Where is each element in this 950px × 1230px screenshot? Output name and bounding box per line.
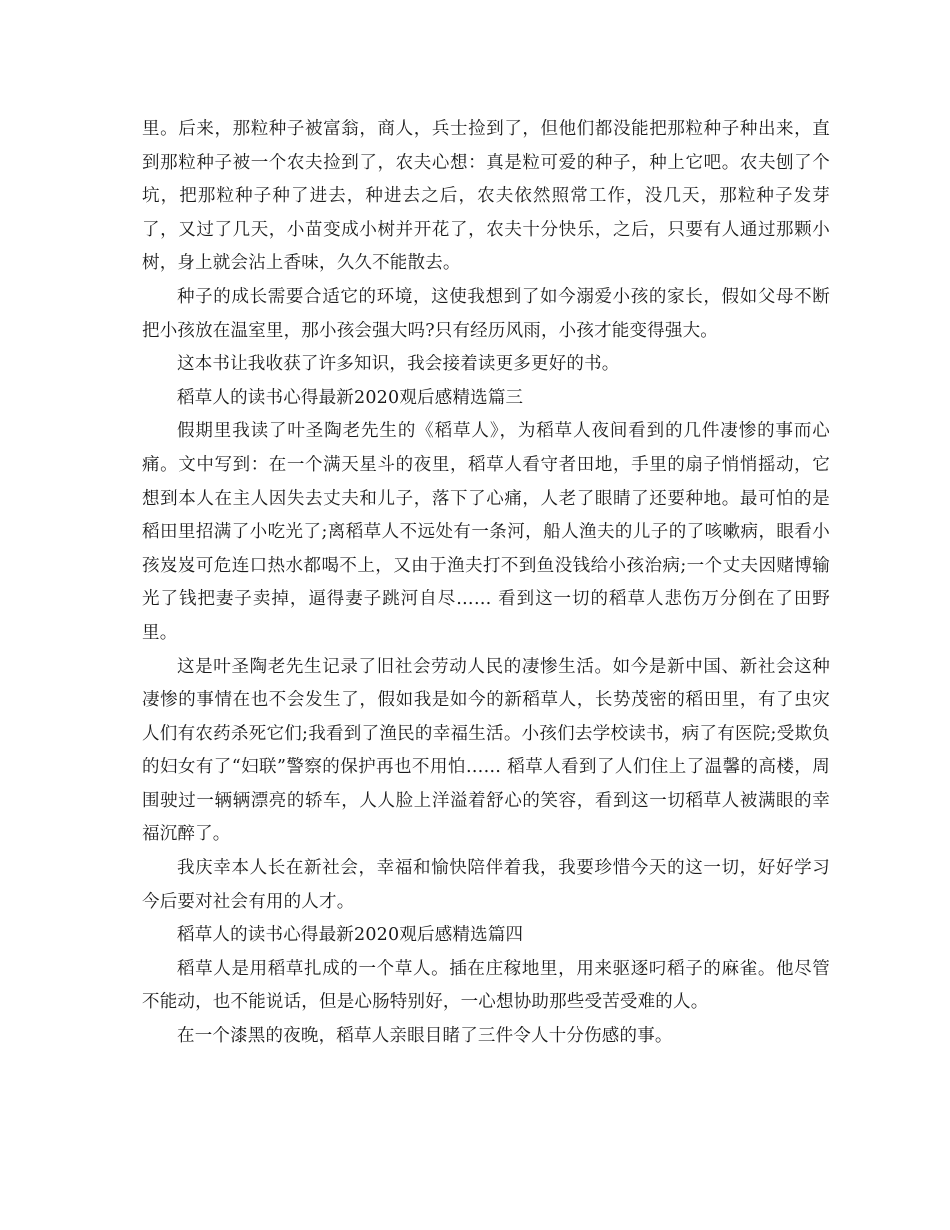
- paragraph-holiday-reading: 假期里我读了叶圣陶老先生的《稻草人》，为稻草人夜间看到的几件凄惨的事而心痛。文中写到：在一个满天星斗的夜里，稻草人看守者田地，手里的扇子悄悄摇动，它想到本人在主人因失去丈夫和儿子，落下了心痛，人老了眼睛了还要种地。最可怕的是稻田里招满了小吃光了;离稻草人不远处有一条河，船人渔夫的儿子的了咳嗽病，眼看小孩岌岌可危连口热水都喝不上，又由于渔夫打不到鱼没钱给小孩治病;一个丈夫因赌博输光了钱把妻子卖掉，逼得妻子跳河自尽…… 看到这一切的稻草人悲伤万分倒在了田野里。: [142, 421, 830, 643]
- paragraph-reading-gain: 这本书让我收获了许多知识，我会接着读更多更好的书。: [177, 354, 620, 375]
- section-heading-part-three: 稻草人的读书心得最新2020观后感精选篇三: [177, 387, 524, 408]
- paragraph-old-society: 这是叶圣陶老先生记录了旧社会劳动人民的凄惨生活。如今是新中国、新社会这种凄惨的事情在也不会发生了，假如我是如今的新稻草人，长势茂密的稻田里，有了虫灾人们有农药杀死它们;我看到了渔民的幸福生活。小孩们去学校读书，病了有医院;受欺负的妇女有了“妇联”警察的保护再也不用怕…… 稻草人看到了人们住上了温馨的高楼，周围驶过一辆辆漂亮的轿车，人人脸上洋溢着舒心的笑容，看到这一切稻草人被满眼的幸福沉醉了。: [142, 656, 830, 845]
- paragraph-new-society: 我庆幸本人长在新社会，幸福和愉快陪伴着我，我要珍惜今天的这一切，好好学习今后要对社会有用的人才。: [142, 858, 830, 912]
- paragraph-seed-growth: 种子的成长需要合适它的环境，这使我想到了如今溺爱小孩的家长，假如父母不断把小孩放在温室里，那小孩会强大吗?只有经历风雨，小孩才能变得强大。: [142, 286, 830, 341]
- paragraph-dark-night: 在一个漆黑的夜晚，稻草人亲眼目睹了三件令人十分伤感的事。: [177, 1026, 673, 1047]
- paragraph-continuation: 里。后来，那粒种子被富翁，商人，兵士捡到了，但他们都没能把那粒种子种出来，直到那粒种子被一个农夫捡到了，农夫心想：真是粒可爱的种子，种上它吧。农夫刨了个坑，把那粒种子种了进去，种进去之后，农夫依然照常工作，没几天，那粒种子发芽了，又过了几天，小苗变成小树并开花了，农夫十分快乐，之后，只要有人通过那颗小树，身上就会沾上香味，久久不能散去。: [142, 119, 830, 274]
- paragraph-scarecrow-description: 稻草人是用稻草扎成的一个草人。插在庄稼地里，用来驱逐叼稻子的麻雀。他尽管不能动，也不能说话，但是心肠特别好，一心想协助那些受苦受难的人。: [142, 958, 830, 1013]
- section-heading-part-four: 稻草人的读书心得最新2020观后感精选篇四: [177, 925, 524, 946]
- document-body: [142, 113, 830, 1054]
